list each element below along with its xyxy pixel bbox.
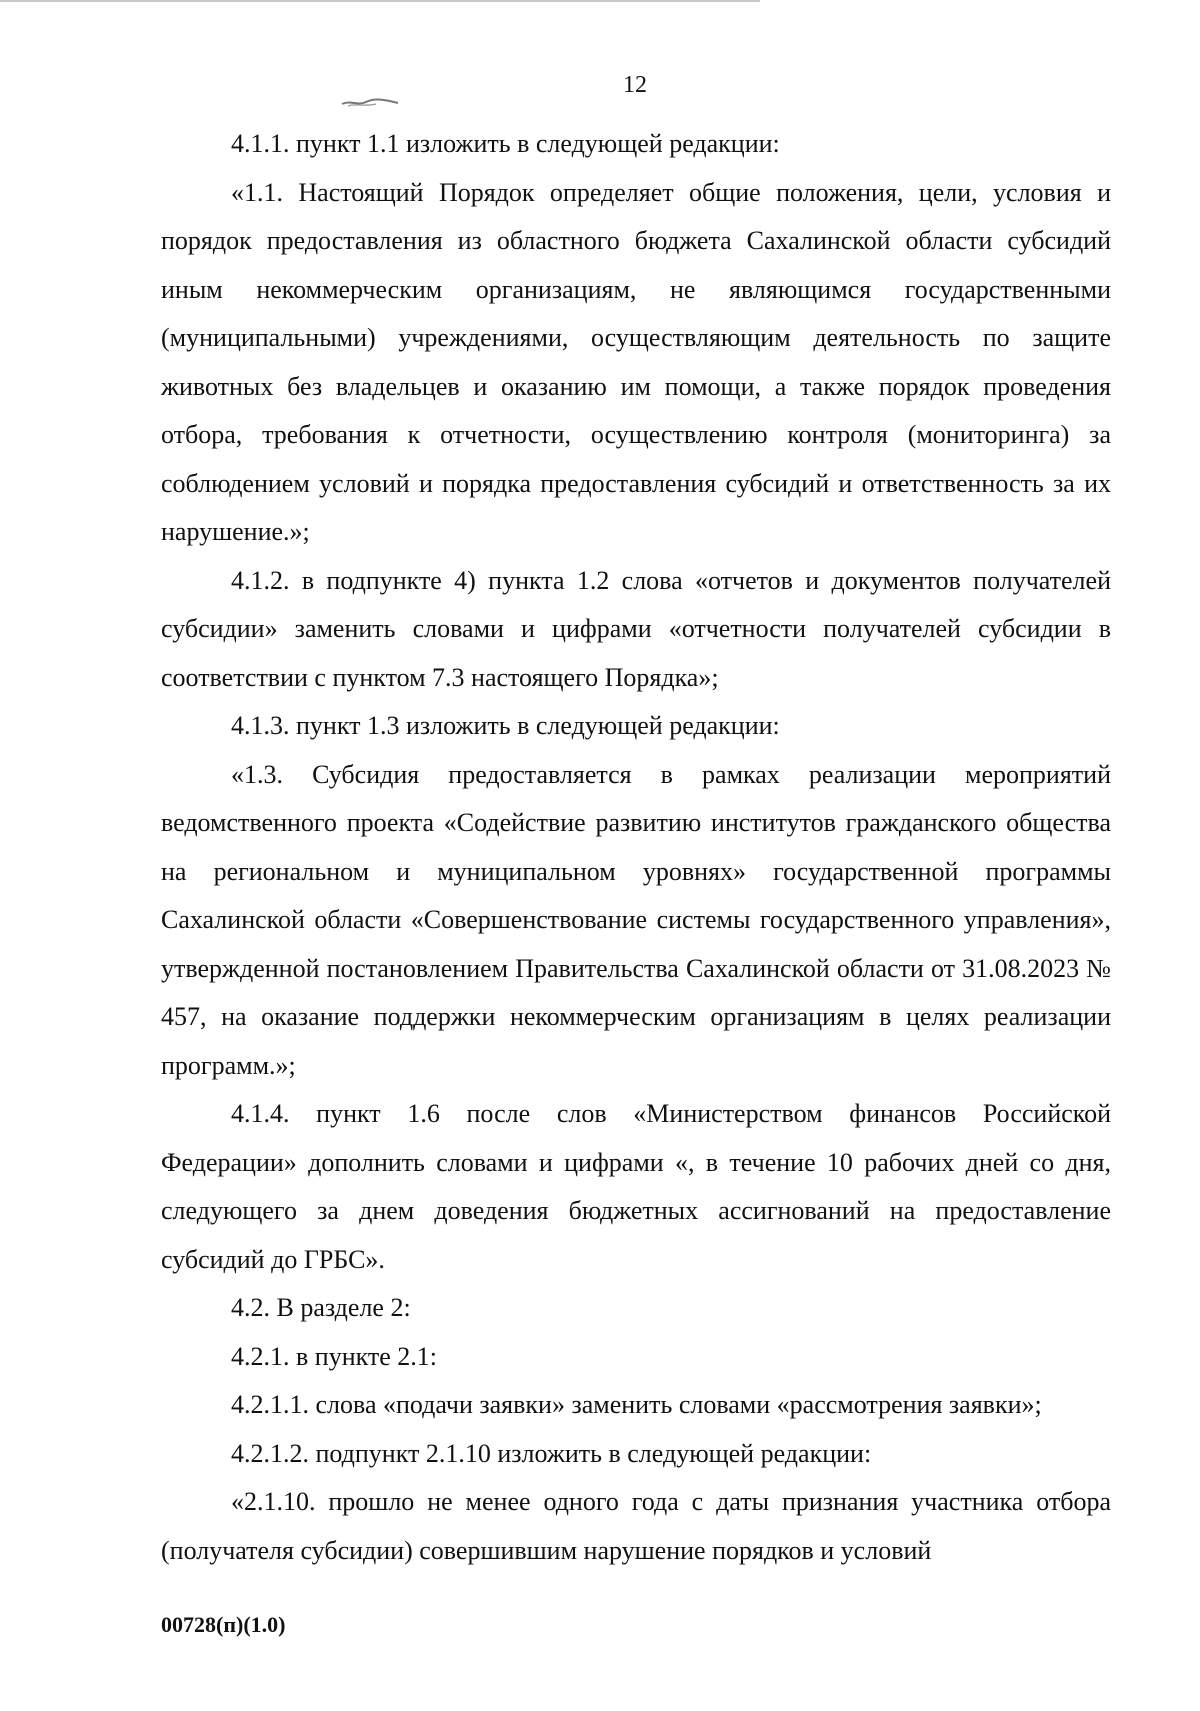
paragraph: 4.2.1.1. слова «подачи заявки» заменить словами «рассмотрения заявки»; <box>231 1390 1042 1419</box>
paragraph: 4.2. В разделе 2: <box>231 1293 411 1322</box>
page-number: 12 <box>623 72 647 98</box>
document-code: 00728(п)(1.0) <box>161 1612 286 1637</box>
paragraph: 4.1.4. пункт 1.6 после слов «Министерством финансов Российской Федерации» дополнить словами и цифрами «, в течение 10 рабочих дней со дня, следующего за днем доведения бюджетных ассигнований на предоставление субсидий до ГРБС». <box>161 1099 1111 1274</box>
paragraph: «2.1.10. прошло не менее одного года с даты признания участника отбора (получателя субсидии) совершившим нарушение порядков и условий <box>161 1487 1111 1565</box>
paragraph: 4.2.1.2. подпункт 2.1.10 изложить в следующей редакции: <box>231 1438 872 1468</box>
paragraph: 4.1.2. в подпункте 4) пункта 1.2 слова «отчетов и документов получателей субсидии» заменить словами и цифрами «отчетности получателей субсидии в соответствии с пунктом 7.3 настоящего Порядка»; <box>161 565 1111 692</box>
scan-smudge <box>340 96 400 108</box>
scan-top-edge <box>0 0 760 2</box>
paragraph: 4.1.3. пункт 1.3 изложить в следующей редакции: <box>231 711 780 740</box>
paragraph: 4.2.1. в пункте 2.1: <box>231 1341 438 1371</box>
paragraph: 4.1.1. пункт 1.1 изложить в следующей редакции: <box>231 129 780 158</box>
paragraph: «1.1. Настоящий Порядок определяет общие положения, цели, условия и порядок предоставления из областного бюджета Сахалинской области субсидий иным некоммерческим организациям, не являющимся государственными (муниципальными) учреждениями, осуществляющим деятельность по защите животных без владельцев и оказанию им помощи, а также порядок проведения отбора, требования к отчетности, осуществлению контроля (мониторинга) за соблюдением условий и порядка предоставления субсидий и ответственность за их нарушение.»; <box>161 177 1111 546</box>
paragraph: «1.3. Субсидия предоставляется в рамках реализации мероприятий ведомственного проекта «Содействие развитию институтов гражданского общества на региональном и муниципальном уровнях» государственной программы Сахалинской области «Совершенствование системы государственного управления», утвержденной постановлением Правительства Сахалинской области от 31.08.2023 № 457, на оказание поддержки некоммерческим организациям в целях реализации программ.»; <box>161 759 1111 1080</box>
document-body <box>161 120 1111 1575</box>
